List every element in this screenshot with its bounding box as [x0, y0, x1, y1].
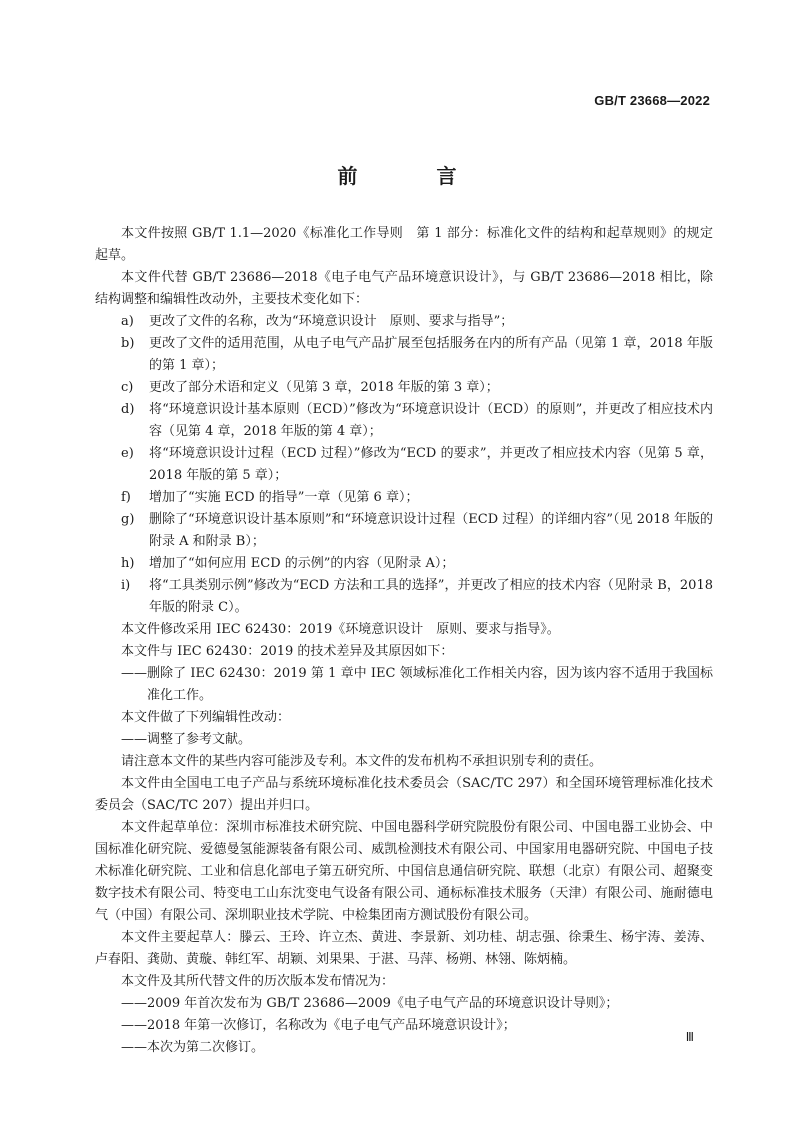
dash-marker: ——	[121, 1040, 147, 1055]
paragraph-editorial-changes: 本文件做了下列编辑性改动：	[121, 710, 291, 725]
list-item-text: 删除了“环境意识设计基本原则”和“环境意识设计过程（ECD 过程）的详细内容”（见 2018 年版的附录 A 和附录 B）；	[149, 512, 713, 549]
list-item-text: 更改了文件的适用范围，从电子电气产品扩展至包括服务在内的所有产品（见第 1 章，2018 年版的第 1 章）；	[149, 336, 713, 373]
list-marker: b)	[121, 336, 135, 351]
dash-item	[95, 729, 713, 751]
dash-marker: ——	[121, 666, 147, 681]
standard-code: GB/T 23668—2022	[594, 93, 710, 108]
paragraph-proposer: 本文件由全国电工电子产品与系统环境标准化技术委员会（SAC/TC 297）和全国环境管理标准化技术委员会（SAC/TC 207）提出并归口。	[95, 776, 713, 813]
dash-marker: ——	[121, 1018, 147, 1033]
dash-item	[95, 1015, 713, 1037]
list-item-text: 将“环境意识设计基本原则（ECD）”修改为“环境意识设计（ECD）的原则”，并更改了相应技术内容（见第 4 章，2018 年版的第 4 章）；	[149, 402, 713, 439]
dash-item-text: 删除了 IEC 62430：2019 第 1 章中 IEC 领域标准化工作相关内容，因为该内容不适用于我国标准化工作。	[147, 666, 713, 703]
paragraph-drafting-units: 本文件起草单位：深圳市标准技术研究院、中国电器科学研究院股份有限公司、中国电器工业协会、中国标准化研究院、爱德曼氢能源装备有限公司、威凯检测技术有限公司、中国家用电器研究院、中国电子技术标准化研究院、工业和信息化部电子第五研究所、中国信息通信研究院、联想（北京）有限公司、超聚变数字技术有限公司、特变电工山东沈变电气设备有限公司、通标标准技术服务（天津）有限公司、施耐德电气（中国）有限公司、深圳职业技术学院、中检集团南方测试股份有限公司。	[95, 820, 713, 923]
list-item-text: 将“环境意识设计过程（ECD 过程）”修改为“ECD 的要求”，并更改了相应技术内容（见第 5 章，2018 年版的第 5 章）；	[149, 446, 713, 483]
list-item-text: 更改了部分术语和定义（见第 3 章，2018 年版的第 3 章）；	[149, 380, 499, 395]
list-marker: h)	[121, 556, 135, 571]
list-item-text: 增加了“如何应用 ECD 的示例”的内容（见附录 A）；	[149, 556, 455, 571]
list-item	[95, 333, 713, 377]
list-item-text: 增加了“实施 ECD 的指导”一章（见第 6 章）；	[149, 490, 419, 505]
dash-marker: ——	[121, 732, 147, 747]
list-item-text: 将“工具类别示例”修改为“ECD 方法和工具的选择”，并更改了相应的技术内容（见附录 B，2018 年版的附录 C）。	[149, 578, 713, 615]
page-title: 前 言	[337, 164, 493, 188]
list-item	[95, 311, 713, 333]
list-marker: e)	[121, 446, 134, 461]
dash-item-text: 调整了参考文献。	[147, 732, 252, 747]
list-item	[95, 377, 713, 399]
dash-item-text: 2018 年第一次修订，名称改为《电子电气产品环境意识设计》；	[147, 1018, 516, 1033]
changes-list	[95, 311, 713, 619]
list-marker: f)	[121, 490, 131, 505]
list-marker: g)	[121, 512, 135, 527]
list-item	[95, 487, 713, 509]
list-item	[95, 399, 713, 443]
dash-item-text: 本次为第二次修订。	[147, 1040, 265, 1055]
paragraph-technical-differences: 本文件与 IEC 62430：2019 的技术差异及其原因如下：	[121, 644, 454, 659]
preface-body	[95, 223, 713, 1059]
list-item	[95, 553, 713, 575]
dash-item	[95, 1037, 713, 1059]
paragraph-history-intro: 本文件及其所代替文件的历次版本发布情况为：	[121, 974, 395, 989]
dash-item-text: 2009 年首次发布为 GB/T 23686—2009《电子电气产品的环境意识设计导则》；	[147, 996, 619, 1011]
dash-item	[95, 663, 713, 707]
paragraph-adoption: 本文件修改采用 IEC 62430：2019《环境意识设计 原则、要求与指导》。	[121, 622, 560, 637]
list-item	[95, 443, 713, 487]
paragraph-drafting-rule: 本文件按照 GB/T 1.1—2020《标准化工作导则 第 1 部分：标准化文件的结构和起草规则》的规定起草。	[95, 226, 713, 263]
page-number: Ⅲ	[685, 1030, 694, 1044]
list-marker: a)	[121, 314, 134, 329]
list-marker: i)	[121, 578, 131, 593]
list-item-text: 更改了文件的名称，改为“环境意识设计 原则、要求与指导”；	[149, 314, 514, 329]
paragraph-drafters: 本文件主要起草人：滕云、王玲、许立杰、黄进、李景新、刘功桂、胡志强、徐秉生、杨宇涛、姜涛、卢春阳、龚勋、黄璇、韩红军、胡颖、刘果果、于湛、马萍、杨朔、林翎、陈炳楠。	[95, 930, 713, 967]
list-marker: c)	[121, 380, 134, 395]
paragraph-replacement: 本文件代替 GB/T 23686—2018《电子电气产品环境意识设计》，与 GB/T 23686—2018 相比，除结构调整和编辑性改动外，主要技术变化如下：	[95, 270, 713, 307]
dash-item	[95, 993, 713, 1015]
list-item	[95, 575, 713, 619]
paragraph-patent-notice: 请注意本文件的某些内容可能涉及专利。本文件的发布机构不承担识别专利的责任。	[121, 754, 603, 769]
dash-marker: ——	[121, 996, 147, 1011]
list-item	[95, 509, 713, 553]
list-marker: d)	[121, 402, 135, 417]
